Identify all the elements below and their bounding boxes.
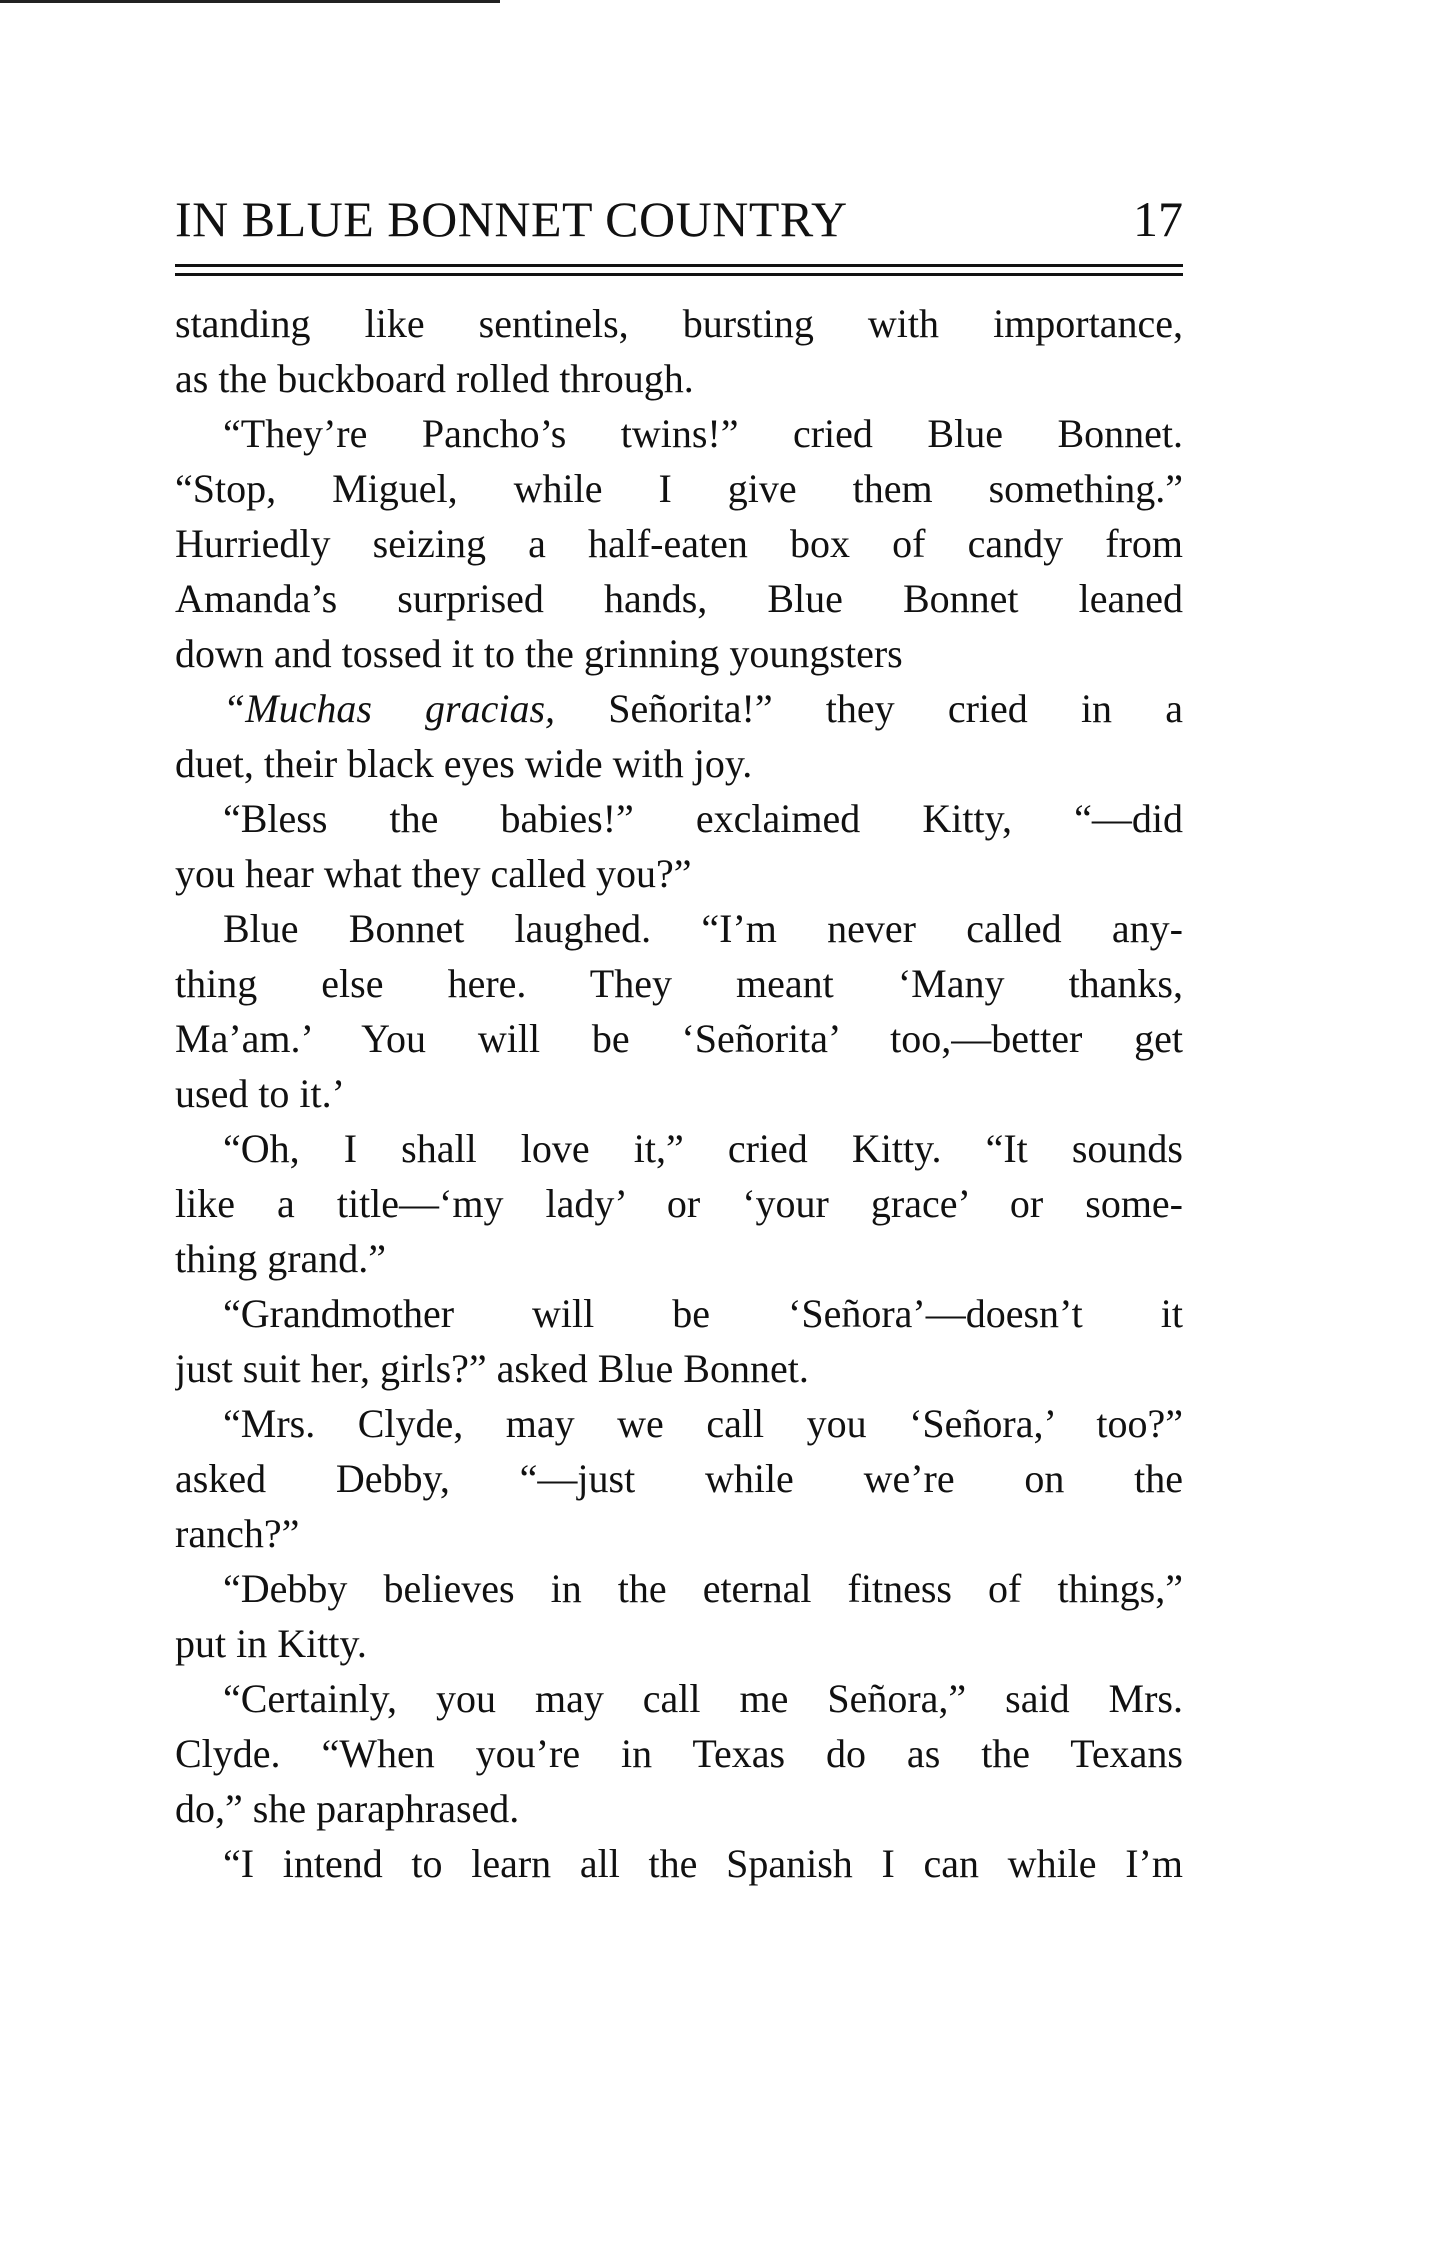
text-line: “Grandmother will be ‘Señora’—doesn’t it	[223, 1291, 1183, 1336]
page-number: 17	[1133, 191, 1183, 247]
text-line: Clyde. “When you’re in Texas do as the Texans	[175, 1731, 1183, 1776]
text-line: asked Debby, “—just while we’re on the	[175, 1456, 1183, 1501]
text-line: “I intend to learn all the Spanish I can while I’m	[223, 1841, 1183, 1886]
text-line: thing else here. They meant ‘Many thanks,	[175, 961, 1183, 1006]
body-text	[175, 296, 1183, 1891]
text-line: put in Kitty.	[175, 1621, 367, 1666]
text-line: as the buckboard rolled through.	[175, 356, 694, 401]
text-line: used to it.’	[175, 1071, 345, 1116]
text-span: Señorita!” they cried in a	[555, 686, 1183, 731]
text-line: do,” she paraphrased.	[175, 1786, 520, 1831]
text-line: Amanda’s surprised hands, Blue Bonnet leaned	[175, 576, 1183, 621]
text-line: you hear what they called you?”	[175, 851, 692, 896]
text-line: thing grand.”	[175, 1236, 387, 1281]
header-rule-bottom	[175, 273, 1183, 276]
text-line	[175, 681, 1183, 736]
text-line: Blue Bonnet laughed. “I’m never called any-	[223, 906, 1183, 951]
text-line: “Debby believes in the eternal fitness of things,”	[223, 1566, 1183, 1611]
running-header	[175, 190, 1183, 250]
top-edge-rule	[0, 0, 500, 3]
text-line: just suit her, girls?” asked Blue Bonnet.	[175, 1346, 809, 1391]
text-line: duet, their black eyes wide with joy.	[175, 741, 753, 786]
text-line: down and tossed it to the grinning youngsters	[175, 631, 903, 676]
running-title: IN BLUE BONNET COUNTRY	[175, 191, 848, 247]
text-line: “Mrs. Clyde, may we call you ‘Señora,’ too?”	[223, 1401, 1183, 1446]
text-line: “Oh, I shall love it,” cried Kitty. “It sounds	[223, 1126, 1183, 1171]
text-line: standing like sentinels, bursting with importance,	[175, 301, 1183, 346]
text-line: like a title—‘my lady’ or ‘your grace’ or some-	[175, 1181, 1183, 1226]
text-line: “They’re Pancho’s twins!” cried Blue Bonnet.	[223, 411, 1183, 456]
header-double-rule	[175, 264, 1183, 278]
text-line: “Bless the babies!” exclaimed Kitty, “—did	[223, 796, 1183, 841]
text-line: ranch?”	[175, 1511, 300, 1556]
text-line: “Certainly, you may call me Señora,” said Mrs.	[223, 1676, 1183, 1721]
text-line: Hurriedly seizing a half-eaten box of candy from	[175, 521, 1183, 566]
text-line: Ma’am.’ You will be ‘Señorita’ too,—better get	[175, 1016, 1183, 1061]
italic-phrase: “Muchas gracias,	[223, 686, 556, 731]
header-rule-top	[175, 264, 1183, 267]
text-line: “Stop, Miguel, while I give them something.”	[175, 466, 1183, 511]
